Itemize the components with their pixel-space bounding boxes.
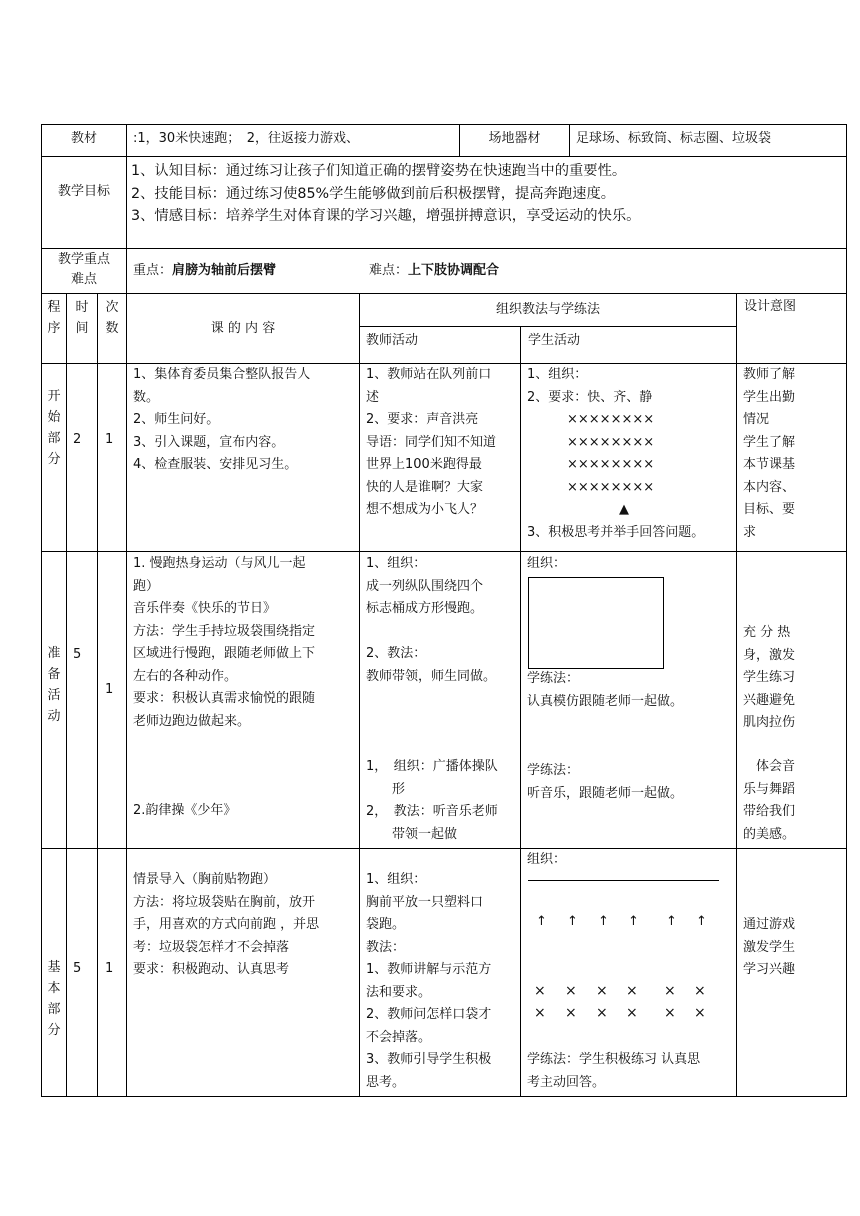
student-cross: × (534, 983, 546, 999)
equipment-value: 足球场、标致筒、标志圈、垃圾袋 (576, 131, 772, 146)
arrow-up-icon: ↑ (567, 914, 578, 929)
student-cross: × (596, 983, 608, 999)
formation-row: ×××××××× (567, 434, 655, 450)
student-cross: × (694, 983, 706, 999)
col-count: 次数 (105, 300, 119, 336)
focus-label (42, 250, 126, 290)
row3-procedure: 基本部分 (47, 960, 61, 1038)
row2-design-a (743, 622, 843, 735)
row1-time: 2 (73, 432, 82, 447)
teacher-line: 2、要求：声音洪亮 (366, 412, 479, 427)
student-cross: × (626, 1005, 638, 1021)
row2-content-extra: 2.韵律操《少年》 (133, 803, 237, 818)
student-line: 考主动回答。 (527, 1074, 606, 1090)
student-cross: × (694, 1005, 706, 1021)
formation-square (528, 577, 664, 669)
row3-content (133, 869, 357, 982)
student-line: 学练法：学生积极练习 认真思 (527, 1052, 701, 1067)
content-line: 区域进行慢跑，跟随老师做上下 (133, 646, 316, 661)
design-line: 的美感。 (743, 826, 796, 842)
row3-count: 1 (105, 961, 114, 976)
teacher-line: 想不想成为小飞人？ (366, 502, 484, 517)
table-border (126, 124, 127, 294)
diff-value: 上下肢协调配合 (408, 263, 500, 278)
content-line: 考：垃圾袋怎样才不会掉落 (133, 939, 290, 955)
content-line: 3、引入课题，宣布内容。 (133, 434, 285, 450)
design-line: 充 分 热 (743, 625, 791, 640)
student-line: 3、积极思考并举手回答问题。 (527, 524, 705, 540)
formation-row: ×××××××× (567, 479, 655, 495)
teacher-marker-icon: ▲ (619, 502, 629, 517)
teacher-line: 教师带领，师生同做。 (366, 668, 497, 684)
student-cross: × (664, 983, 676, 999)
student-cross: × (534, 1005, 546, 1021)
row2-student-b: 听音乐，跟随老师一起做。 (527, 786, 684, 801)
table-border (41, 124, 847, 125)
key-value: 肩膀为轴前后摆臂 (172, 263, 277, 278)
arrow-up-icon: ↑ (666, 914, 677, 929)
row2-student-org: 组织： (527, 556, 567, 571)
content-line: 数。 (133, 389, 160, 405)
key-prefix: 重点： (133, 263, 173, 278)
row2-content (133, 553, 357, 733)
diff-prefix: 难点： (369, 263, 409, 278)
design-line: 激发学生 (743, 939, 796, 955)
goals-label: 教学目标 (57, 184, 110, 199)
student-line: 1、组织： (527, 367, 588, 382)
row2-teacher-b (366, 756, 518, 846)
row2-count: 1 (105, 682, 114, 697)
row3-student-method (527, 1049, 735, 1094)
content-line: 左右的各种动作。 (133, 668, 238, 684)
row2-time: 5 (73, 647, 82, 662)
content-line: 跑） (133, 578, 160, 594)
teacher-line: 1、教师站在队列前口 (366, 367, 492, 382)
design-line: 本节课基 (743, 457, 796, 472)
student-cross: × (596, 1005, 608, 1021)
table-border (97, 293, 98, 1097)
col-time: 时间 (75, 300, 89, 336)
col-content: 课 的 内 容 (210, 321, 276, 336)
arrow-up-icon: ↑ (628, 914, 639, 929)
design-line: 身，激发 (743, 647, 796, 663)
teacher-line: 思考。 (366, 1074, 406, 1090)
key-point (133, 260, 353, 283)
table-border (41, 848, 847, 849)
design-line: 通过游戏 (743, 917, 796, 932)
teacher-line: 1、教师讲解与示范方 (366, 962, 492, 977)
row3-student-org: 组织： (527, 852, 567, 867)
content-line: 方法：将垃圾袋贴在胸前，放开 (133, 894, 316, 910)
difficulty-point (369, 260, 569, 283)
teacher-line: 胸前平放一只塑料口 (366, 894, 484, 910)
arrow-up-icon: ↑ (598, 914, 609, 929)
table-border (126, 293, 127, 1097)
teacher-line: 1、组织： (366, 556, 427, 571)
design-line: 情况 (743, 412, 770, 427)
col-teacher: 教师活动 (366, 333, 419, 348)
cross-row (530, 983, 720, 1007)
start-line (528, 880, 719, 881)
table-border (846, 124, 847, 1097)
teacher-line: 3、教师引导学生积极 (366, 1052, 492, 1067)
row2-teacher-a (366, 553, 518, 688)
table-border (41, 293, 847, 294)
focus-label-line1: 教学重点 (57, 252, 110, 267)
teacher-line: 袋跑。 (366, 917, 406, 932)
row1-content (133, 364, 357, 477)
design-line: 学生了解 (743, 434, 796, 450)
design-line: 乐与舞蹈 (743, 781, 796, 797)
design-line: 兴趣避免 (743, 692, 796, 708)
design-line: 本内容、 (743, 479, 796, 495)
formation-row: ×××××××× (567, 457, 655, 472)
teacher-line: 法和要求。 (366, 984, 432, 1000)
content-line: 1、集体育委员集合整队报告人 (133, 367, 311, 382)
teacher-line: 形 (366, 781, 406, 797)
content-line: 1. 慢跑热身运动（与风儿一起 (133, 556, 306, 571)
row2-student-b-label: 学练法： (527, 763, 580, 778)
teacher-line: 不会掉落。 (366, 1029, 432, 1045)
student-cross: × (565, 983, 577, 999)
content-line: 音乐伴奏《快乐的节日》 (133, 601, 277, 616)
arrow-up-icon: ↑ (696, 914, 707, 929)
row3-time: 5 (73, 961, 82, 976)
teacher-line: 世界上100米跑得最 (366, 457, 482, 472)
student-cross: × (626, 983, 638, 999)
formation-row: ×××××××× (567, 412, 655, 427)
teacher-line: 导语：同学们知不知道 (366, 434, 497, 450)
teacher-line: 2、教师问怎样口袋才 (366, 1007, 492, 1022)
row2-student-a-label: 学练法： (527, 671, 580, 686)
design-line: 学生出勤 (743, 389, 796, 405)
table-border (359, 326, 736, 327)
goal-item: 1、认知目标：通过练习让孩子们知道正确的摆臂姿势在快速跑当中的重要性。 (131, 163, 627, 179)
col-design: 设计意图 (744, 299, 797, 314)
design-line: 学习兴趣 (743, 962, 796, 977)
material-label: 教材 (70, 131, 97, 146)
row1-procedure: 开始部分 (47, 389, 61, 467)
content-line: 老师边跑边做起来。 (133, 713, 251, 729)
student-cross: × (565, 1005, 577, 1021)
arrow-up-icon: ↑ (536, 914, 547, 929)
table-border (41, 551, 847, 552)
teacher-line: 标志桶成方形慢跑。 (366, 601, 484, 616)
row2-student-a: 认真模仿跟随老师一起做。 (527, 694, 684, 709)
row2-design-b (743, 756, 843, 846)
design-line: 肌肉拉伤 (743, 715, 796, 730)
content-line: 情景导入（胸前贴物跑） (133, 872, 277, 887)
table-border (41, 1096, 847, 1097)
teacher-line: 快的人是谁啊？大家 (366, 479, 484, 495)
table-border (520, 326, 521, 1097)
col-methods: 组织教法与学练法 (495, 302, 600, 317)
teacher-line: 2， 教法：听音乐老师 (366, 804, 498, 819)
goal-item: 3、情感目标：培养学生对体育课的学习兴趣，增强拼搏意识，享受运动的快乐。 (131, 208, 641, 224)
teacher-line: 带领一起做 (366, 826, 458, 842)
content-line: 手，用喜欢的方式向前跑 ，并思 (133, 917, 320, 932)
content-line: 4、检查服装、安排见习生。 (133, 457, 298, 472)
table-border (569, 124, 570, 156)
table-border (359, 293, 360, 1097)
col-student: 学生活动 (528, 333, 581, 348)
row1-student (527, 364, 735, 544)
table-border (736, 293, 737, 1097)
content-line: 方法：学生手持垃圾袋围绕指定 (133, 623, 316, 639)
table-border (66, 293, 67, 1097)
student-cross: × (664, 1005, 676, 1021)
material-value: :1，30米快速跑； 2，往返接力游戏、 (133, 131, 359, 146)
design-line: 教师了解 (743, 367, 796, 382)
goals-list (131, 160, 843, 228)
cross-row (530, 1005, 720, 1029)
teacher-line: 成一列纵队围绕四个 (366, 578, 484, 594)
equipment-label: 场地器材 (488, 131, 541, 146)
teacher-line: 1、组织： (366, 872, 427, 887)
col-procedure: 程序 (47, 300, 61, 336)
content-line: 要求：积极认真需求愉悦的跟随 (133, 691, 316, 706)
teacher-line: 述 (366, 389, 380, 405)
content-line: 要求：积极跑动、认真思考 (133, 962, 290, 977)
teacher-line: 2、教法： (366, 646, 427, 661)
focus-label-line2: 难点 (70, 272, 97, 287)
row1-count: 1 (105, 432, 114, 447)
goal-item: 2、技能目标：通过练习使85%学生能够做到前后积极摆臂，提高奔跑速度。 (131, 185, 616, 202)
student-line: 2、要求：快、齐、静 (527, 389, 653, 405)
row3-design (743, 914, 843, 982)
content-line: 2、师生问好。 (133, 412, 220, 427)
row1-design (743, 364, 843, 544)
design-line: 目标、要 (743, 502, 796, 517)
teacher-line: 教法： (366, 939, 406, 955)
design-line: 带给我们 (743, 804, 796, 819)
design-line: 学生练习 (743, 670, 796, 685)
row3-teacher (366, 869, 518, 1094)
arrow-row (530, 914, 720, 938)
design-line: 体会音 (743, 759, 796, 774)
table-border (41, 248, 847, 249)
table-border (41, 156, 847, 157)
design-line: 求 (743, 524, 757, 540)
teacher-line: 1， 组织：广播体操队 (366, 759, 498, 774)
row1-teacher (366, 364, 518, 522)
row2-procedure: 准备活动 (47, 646, 61, 724)
teacher-line (366, 621, 518, 644)
